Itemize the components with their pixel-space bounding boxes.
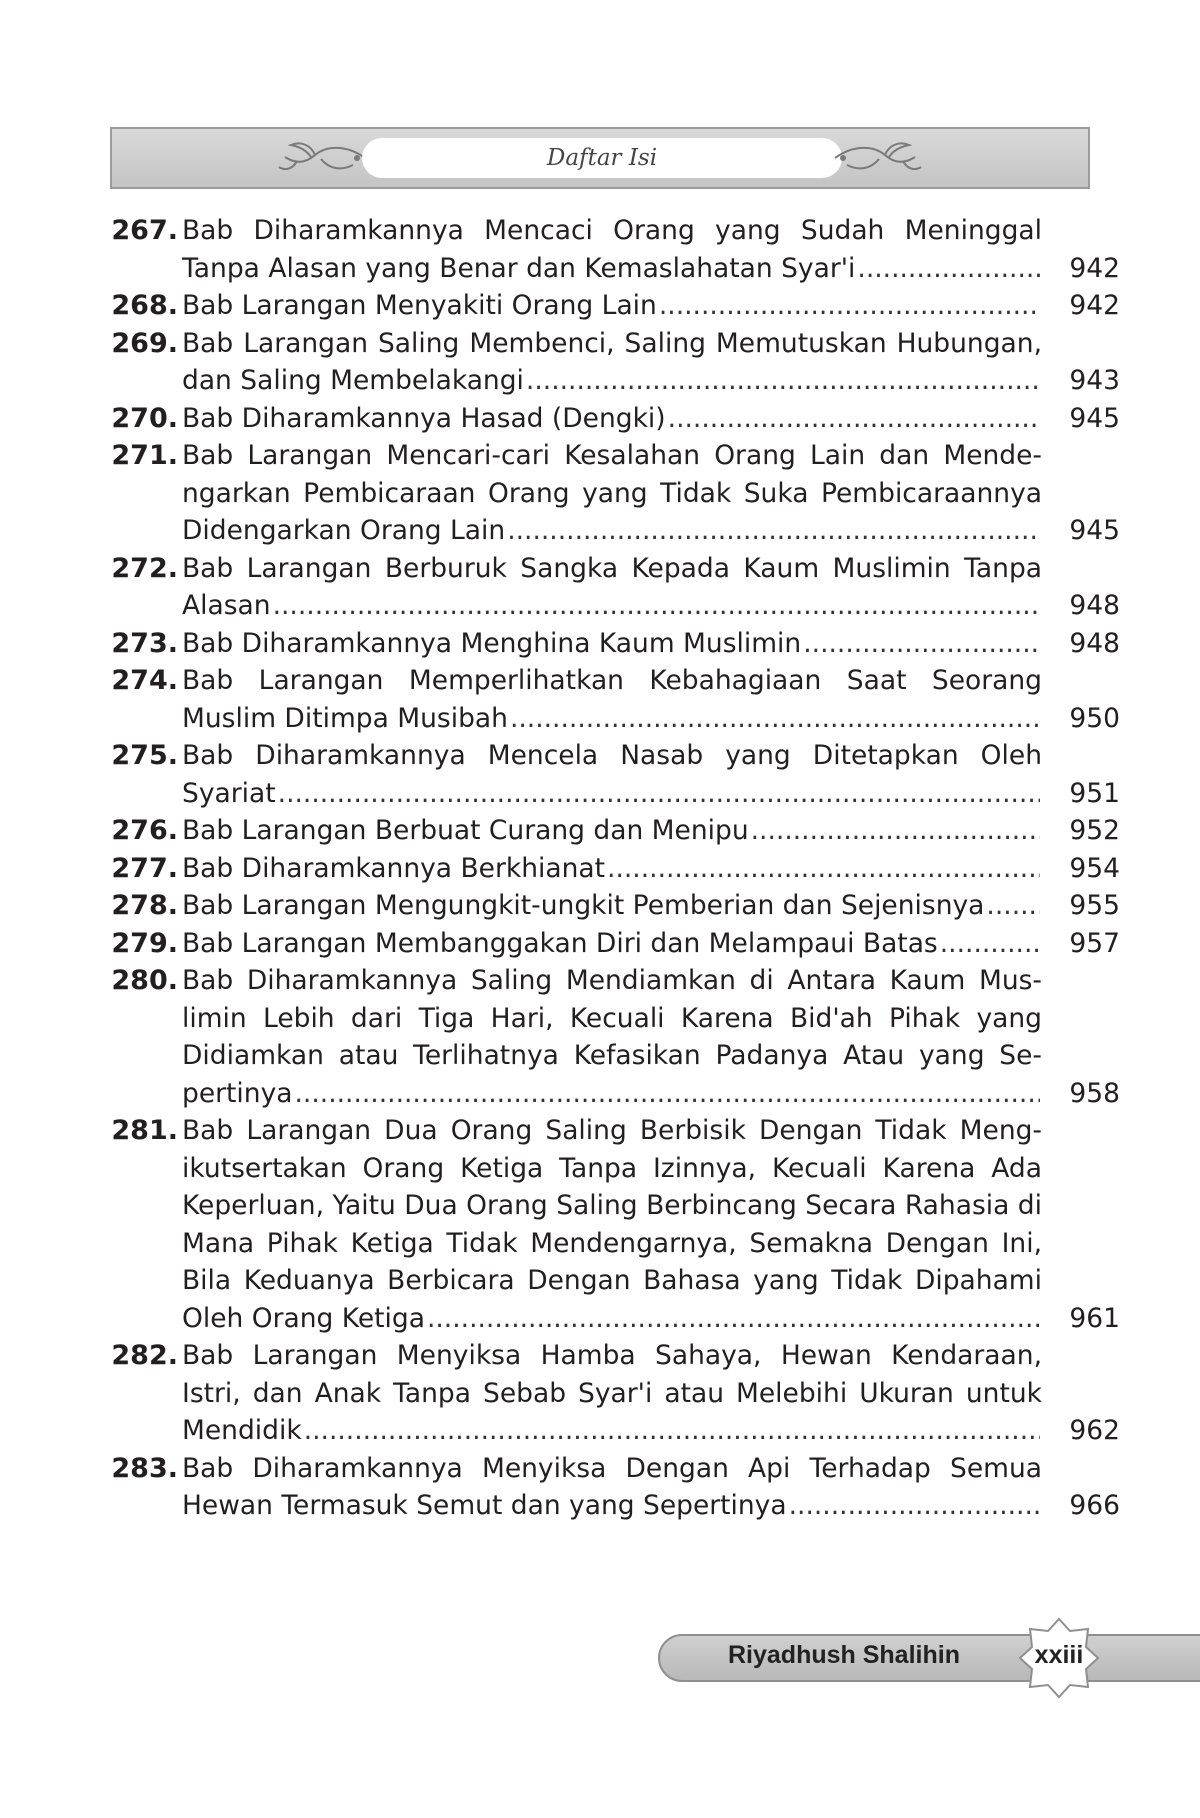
toc-entry-title-line: Bab Larangan Berburuk Sangka Kepada Kaum Muslimin Tanpa — [182, 552, 1042, 584]
toc-entry — [100, 962, 1120, 1112]
toc-entry-page: 948 — [1069, 627, 1120, 659]
toc-entry-title-line: Mendidik — [182, 1415, 302, 1446]
toc-entry-page: 957 — [1069, 927, 1120, 959]
toc-entry-number: 275. — [111, 740, 178, 771]
toc-entry-title-line: Bab Larangan Menyiksa Hamba Sahaya, Hewan Kendaraan, — [182, 1340, 1042, 1371]
toc-entry-page: 955 — [1069, 890, 1120, 921]
toc-entry-text — [182, 550, 1120, 625]
toc-entry-page: 948 — [1069, 590, 1120, 621]
toc-entry-text — [182, 925, 1120, 963]
toc-entry-number: 271. — [111, 440, 178, 471]
toc-entry-text — [182, 400, 1120, 438]
toc-entry-page: 962 — [1069, 1415, 1120, 1446]
toc-entry-title-line: Bab Larangan Memperlihatkan Kebahagiaan Saat Seorang — [182, 665, 1042, 696]
toc-entry-title-line: Bab Larangan Membanggakan Diri dan Melampaui Batas — [182, 927, 938, 959]
toc-entry — [100, 625, 1120, 663]
dot-leader — [659, 287, 1040, 325]
toc-entry-page: 951 — [1069, 777, 1120, 809]
toc-entry-text — [182, 287, 1120, 325]
toc-entry-last-line — [182, 1075, 1120, 1113]
toc-entry-title-line: Oleh Orang Ketiga — [182, 1302, 425, 1334]
dot-leader — [507, 512, 1040, 550]
toc-entry-last-line — [182, 850, 1120, 888]
toc-entry — [100, 325, 1120, 400]
toc-entry-number: 278. — [111, 890, 178, 921]
toc-entry-title-line: Keperluan, Yaitu Dua Orang Saling Berbincang Secara Rahasia di — [182, 1190, 1042, 1221]
toc-entry-title-line: Bab Diharamkannya Menghina Kaum Muslimin — [182, 627, 802, 659]
toc-entry-page: 942 — [1069, 290, 1120, 321]
toc-entry-text — [182, 662, 1120, 737]
toc-entry-number: 274. — [111, 665, 178, 696]
toc-entry — [100, 1337, 1120, 1450]
toc-entry-page: 943 — [1069, 365, 1120, 396]
toc-entry-title-line: ikutsertakan Orang Ketiga Tanpa Izinnya, Kecuali Karena Ada — [182, 1152, 1042, 1184]
toc-entry-text — [182, 812, 1120, 850]
toc-entry-text — [182, 325, 1120, 400]
toc-entry-number: 272. — [111, 552, 178, 584]
toc-entry-number: 276. — [111, 815, 178, 846]
toc-entry-text — [182, 1337, 1120, 1450]
toc-entry-title-line: Bab Diharamkannya Mencaci Orang yang Sudah Meninggal — [182, 215, 1042, 246]
toc-entry — [100, 437, 1120, 550]
footer-page-number: xxiii — [1034, 1641, 1084, 1669]
toc-entry-title-line: Bab Larangan Mengungkit-ungkit Pemberian dan Sejenisnya — [182, 890, 985, 921]
toc-entry-title-line: ngarkan Pembicaraan Orang yang Tidak Suka Pembicaraannya — [182, 477, 1042, 509]
toc-entry-last-line — [182, 287, 1120, 325]
toc-entry — [100, 662, 1120, 737]
toc-entry-last-line — [182, 925, 1120, 963]
dot-leader — [789, 1487, 1040, 1525]
toc-entry-last-line — [182, 775, 1120, 813]
toc-entry — [100, 925, 1120, 963]
toc-entry-number: 267. — [111, 215, 178, 246]
toc-entry-number: 270. — [111, 402, 178, 434]
dot-leader — [751, 812, 1040, 850]
toc-entry-title-line: Bab Diharamkannya Berkhianat — [182, 852, 606, 884]
toc-entry-number: 277. — [111, 852, 178, 884]
dot-leader — [803, 625, 1040, 663]
toc-entry-text — [182, 887, 1120, 925]
toc-entry-last-line — [182, 700, 1120, 738]
toc-entry-title-line: Muslim Ditimpa Musibah — [182, 702, 508, 734]
toc-entry-text — [182, 962, 1120, 1112]
toc-entry-last-line — [182, 587, 1120, 625]
dot-leader — [668, 400, 1040, 438]
toc-entry-text — [182, 850, 1120, 888]
toc-entry-title-line: Istri, dan Anak Tanpa Sebab Syar'i atau Melebihi Ukuran untuk — [182, 1377, 1042, 1409]
toc-entry-title-line: Bab Diharamkannya Mencela Nasab yang Ditetapkan Oleh — [182, 740, 1042, 771]
toc-entry-last-line — [182, 887, 1120, 925]
dot-leader — [273, 587, 1040, 625]
toc-entry-number: 273. — [111, 627, 178, 659]
toc-entry-text — [182, 625, 1120, 663]
toc-entry-text — [182, 437, 1120, 550]
toc-entry-title-line: Bab Diharamkannya Hasad (Dengki) — [182, 402, 666, 434]
toc-entry-page: 950 — [1069, 702, 1120, 734]
toc-entry-title-line: dan Saling Membelakangi — [182, 365, 524, 396]
toc-entry-title-line: Alasan — [182, 590, 271, 621]
toc-entry-title-line: Tanpa Alasan yang Benar dan Kemaslahatan Syar'i — [182, 252, 856, 284]
toc-entry-title-line: pertinya — [182, 1077, 293, 1109]
dot-leader — [607, 850, 1040, 888]
toc-entry-title-line: Bab Larangan Berbuat Curang dan Menipu — [182, 815, 749, 846]
toc-entry-title-line: Didengarkan Orang Lain — [182, 515, 506, 546]
toc-entry-text — [182, 737, 1120, 812]
toc-entry-number: 279. — [111, 927, 178, 959]
toc-entry-title-line: Bab Larangan Dua Orang Saling Berbisik Dengan Tidak Meng- — [182, 1115, 1042, 1146]
toc-entry-page: 954 — [1069, 852, 1120, 884]
toc-entry-last-line — [182, 1412, 1120, 1450]
toc-entry-number: 280. — [111, 965, 178, 996]
dot-leader — [304, 1412, 1040, 1450]
left-floral-ornament-icon — [277, 135, 367, 181]
toc-entry-text — [182, 212, 1120, 287]
toc-entry-number: 282. — [111, 1340, 178, 1371]
toc-entry-title-line: Hewan Termasuk Semut dan yang Sepertinya — [182, 1490, 787, 1521]
toc-entry-number: 268. — [111, 290, 178, 321]
toc-entry-title-line: Bab Diharamkannya Saling Mendiamkan di Antara Kaum Mus- — [182, 965, 1042, 996]
dot-leader — [295, 1075, 1041, 1113]
toc-entry-title-line: Mana Pihak Ketiga Tidak Mendengarnya, Semakna Dengan Ini, — [182, 1227, 1042, 1259]
toc-entry — [100, 812, 1120, 850]
table-of-contents — [100, 212, 1120, 1525]
footer-book-title: Riyadhush Shalihin — [728, 1641, 960, 1669]
toc-entry-page: 945 — [1069, 402, 1120, 434]
toc-entry-page: 942 — [1069, 252, 1120, 284]
toc-entry-last-line — [182, 1300, 1120, 1338]
dot-leader — [510, 700, 1040, 738]
toc-entry-page: 966 — [1069, 1490, 1120, 1521]
toc-entry — [100, 1112, 1120, 1337]
dot-leader — [278, 775, 1040, 813]
toc-entry-page: 952 — [1069, 815, 1120, 846]
toc-entry — [100, 850, 1120, 888]
toc-entry-last-line — [182, 362, 1120, 400]
toc-entry-number: 281. — [111, 1115, 178, 1146]
toc-entry-text — [182, 1112, 1120, 1337]
toc-entry — [100, 212, 1120, 287]
toc-entry-page: 961 — [1069, 1302, 1120, 1334]
dot-leader — [857, 250, 1040, 288]
toc-entry — [100, 287, 1120, 325]
toc-entry-page: 945 — [1069, 515, 1120, 546]
toc-entry — [100, 550, 1120, 625]
toc-entry-title-line: Bila Keduanya Berbicara Dengan Bahasa yang Tidak Dipahami — [182, 1265, 1042, 1296]
right-floral-ornament-icon — [833, 135, 923, 181]
toc-entry — [100, 1450, 1120, 1525]
dot-leader — [986, 887, 1040, 925]
toc-entry — [100, 887, 1120, 925]
toc-entry-last-line — [182, 1487, 1120, 1525]
toc-entry-title-line: Bab Larangan Saling Membenci, Saling Memutuskan Hubungan, — [182, 327, 1042, 359]
toc-entry-last-line — [182, 250, 1120, 288]
toc-entry-number: 269. — [111, 327, 178, 359]
header-banner — [110, 127, 1090, 189]
toc-entry-last-line — [182, 812, 1120, 850]
toc-entry-title-line: Syariat — [182, 777, 276, 809]
toc-entry — [100, 400, 1120, 438]
header-title: Daftar Isi — [546, 145, 658, 171]
toc-entry-title-line: Bab Larangan Menyakiti Orang Lain — [182, 290, 657, 321]
toc-entry-last-line — [182, 625, 1120, 663]
toc-entry-title-line: Bab Larangan Mencari-cari Kesalahan Orang Lain dan Mende- — [182, 440, 1042, 471]
toc-entry-number: 283. — [111, 1452, 178, 1484]
toc-entry — [100, 737, 1120, 812]
dot-leader — [526, 362, 1040, 400]
toc-entry-title-line: Didiamkan atau Terlihatnya Kefasikan Padanya Atau yang Se- — [182, 1040, 1042, 1071]
header-title-pill — [362, 138, 842, 178]
toc-entry-last-line — [182, 400, 1120, 438]
toc-entry-title-line: limin Lebih dari Tiga Hari, Kecuali Karena Bid'ah Pihak yang — [182, 1002, 1042, 1034]
toc-entry-text — [182, 1450, 1120, 1525]
dot-leader — [940, 925, 1040, 963]
toc-entry-title-line: Bab Diharamkannya Menyiksa Dengan Api Terhadap Semua — [182, 1452, 1042, 1484]
toc-entry-page: 958 — [1069, 1077, 1120, 1109]
dot-leader — [427, 1300, 1040, 1338]
toc-entry-last-line — [182, 512, 1120, 550]
